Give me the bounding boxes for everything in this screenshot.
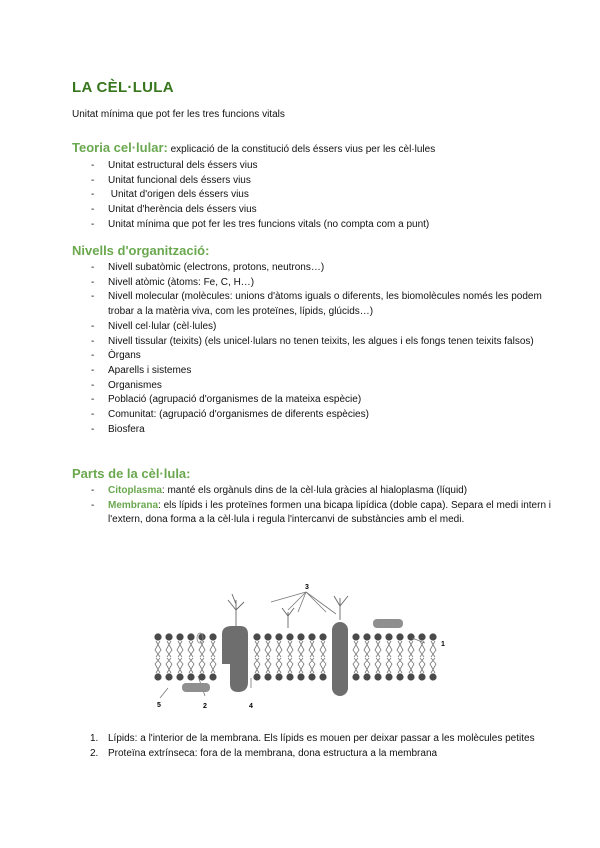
lipid-head (407, 673, 414, 680)
lipid-tail (177, 641, 183, 673)
item-text: Proteïna extrínseca: fora de la membrana, dona estructura a la membrana (108, 747, 438, 759)
lipid-head (374, 633, 381, 640)
lipid-head (286, 633, 293, 640)
lead-text: Unitat mínima que pot fer les tres funcions vitals (72, 109, 285, 120)
numbered-list (72, 732, 552, 761)
lipid-tail (364, 641, 370, 673)
teoria-heading-text: explicació de la constitució dels éssers vius per les cèl·lules (167, 144, 436, 155)
list-item: - Nivell molecular (molècules: unions d'àtoms iguals o diferents, les biomolècules només les podem trobar a la matèria viva, com les proteïnes, lípids, glúcids…) (72, 290, 552, 319)
list-item: - Unitat funcional dels éssers vius (72, 174, 552, 189)
lipid-head (363, 673, 370, 680)
lipid-tail (375, 641, 381, 673)
lipid-head (176, 673, 183, 680)
list-item: - Comunitat: (agrupació d'organismes de diferents espècies) (72, 408, 552, 423)
list-item: - Organismes (72, 379, 552, 394)
list-item: - Nivell cel·lular (cèl·lules) (72, 320, 552, 335)
page-title: LA CÈL·LULA (72, 79, 174, 96)
lipid-tail (320, 641, 326, 673)
lipid-tail (386, 641, 392, 673)
lipid-head (407, 633, 414, 640)
lipid-tail (166, 641, 172, 673)
lipid-head (429, 673, 436, 680)
lipid-head (165, 633, 172, 640)
lipid-head (319, 673, 326, 680)
membrane-diagram (148, 580, 458, 715)
list-item (72, 484, 552, 499)
lipid-head (253, 633, 260, 640)
lipid-head (396, 633, 403, 640)
extrinsic-protein-top (373, 619, 403, 628)
lipid-tail (408, 641, 414, 673)
lipid-head (429, 633, 436, 640)
lipid-head (385, 673, 392, 680)
list-item: - Aparells i sistemes (72, 364, 552, 379)
teoria-heading: Teoria cel·lular: (72, 140, 168, 155)
lipid-tail (155, 641, 161, 673)
nivells-list (72, 261, 552, 437)
lipid-head (154, 633, 161, 640)
lipid-tail (353, 641, 359, 673)
lipid-head (308, 633, 315, 640)
lipid-head (209, 673, 216, 680)
section-parts (72, 466, 552, 528)
list-item: - Nivell tissular (teixits) (els unicel·lulars no tenen teixits, les algues i els fongs tenen teixits falsos) (72, 335, 552, 350)
lipid-head (275, 673, 282, 680)
lipid-head (187, 633, 194, 640)
parts-heading: Parts de la cèl·lula: (72, 466, 191, 481)
list-item (72, 747, 552, 762)
diagram-label-1: 1 (441, 641, 445, 648)
teoria-list (72, 159, 552, 233)
list-item: - Unitat d'herència dels éssers vius (72, 203, 552, 218)
section-nivells (72, 243, 552, 437)
lipid-bilayer (154, 633, 436, 680)
lipid-head (396, 673, 403, 680)
nivells-heading: Nivells d'organització: (72, 243, 210, 258)
lipid-tail (265, 641, 271, 673)
list-item (72, 499, 552, 528)
teoria-heading-line (72, 139, 552, 157)
lipid-head (352, 633, 359, 640)
lipid-tail (287, 641, 293, 673)
citoplasma-text: : manté els orgànuls dins de la cèl·lula gràcies al hialoplasma (líquid) (161, 485, 468, 496)
list-item: - Unitat mínima que pot fer les tres funcions vitals (no compta com a punt) (72, 218, 552, 233)
lipid-head (385, 633, 392, 640)
lipid-tail (210, 641, 216, 673)
list-item: - Biosfera (72, 423, 552, 438)
lipid-tail (309, 641, 315, 673)
lipid-tail (430, 641, 436, 673)
diagram-label-5: 5 (157, 702, 161, 709)
lipid-head (253, 673, 260, 680)
lipid-head (418, 633, 425, 640)
lipid-head (264, 673, 271, 680)
lipid-head (418, 673, 425, 680)
parts-list (72, 484, 552, 528)
lipid-head (297, 673, 304, 680)
list-item: - Unitat estructural dels éssers vius (72, 159, 552, 174)
list-item: - Nivell subatòmic (electrons, protons, neutrons…) (72, 261, 552, 276)
lipid-head (209, 633, 216, 640)
section-teoria (72, 139, 552, 233)
integral-protein (222, 626, 248, 692)
list-item: - Òrgans (72, 349, 552, 364)
extrinsic-protein-bottom (182, 683, 210, 692)
item-number: 1. (90, 733, 99, 744)
list-item: - Població (agrupació d'organismes de la mateixa espècie) (72, 393, 552, 408)
term-citoplasma: Citoplasma (108, 485, 162, 496)
list-item (72, 732, 552, 747)
diagram-label-2: 2 (203, 703, 207, 710)
diagram-label-3: 3 (305, 584, 309, 591)
lipid-head (297, 633, 304, 640)
lipid-head (363, 633, 370, 640)
list-item: - Nivell atòmic (àtoms: Fe, C, H…) (72, 276, 552, 291)
list-item: - Unitat d'origen dels éssers vius (72, 188, 552, 203)
item-number: 2. (90, 747, 99, 759)
lipid-tail (254, 641, 260, 673)
lipid-head (154, 673, 161, 680)
lipid-tail (276, 641, 282, 673)
transmembrane-protein (332, 622, 348, 696)
lipid-tail (188, 641, 194, 673)
lipid-head (165, 673, 172, 680)
lipid-tail (397, 641, 403, 673)
lipid-head (275, 633, 282, 640)
label-lines (160, 592, 425, 698)
lipid-head (352, 673, 359, 680)
lipid-tail (199, 641, 205, 673)
item-text: Lípids: a l'interior de la membrana. Els lípids es mouen per deixar passar a les molècules petites (108, 733, 535, 744)
lipid-tail (298, 641, 304, 673)
lipid-head (308, 673, 315, 680)
lipid-head (187, 673, 194, 680)
membrana-text: : els lípids i les proteïnes formen una bicapa lipídica (doble capa). Separa el medi intern i l'extern, dona forma a la cèl·lula i regula l'intercanvi de substàncies amb el medi. (108, 499, 552, 526)
lipid-head (264, 633, 271, 640)
term-membrana: Membrana (108, 499, 159, 511)
lipid-tail (419, 641, 425, 673)
diagram-label-4: 4 (249, 703, 253, 710)
carbohydrate-chains (228, 594, 348, 628)
lipid-head (374, 673, 381, 680)
lipid-head (319, 633, 326, 640)
lipid-head (286, 673, 293, 680)
lipid-head (176, 633, 183, 640)
